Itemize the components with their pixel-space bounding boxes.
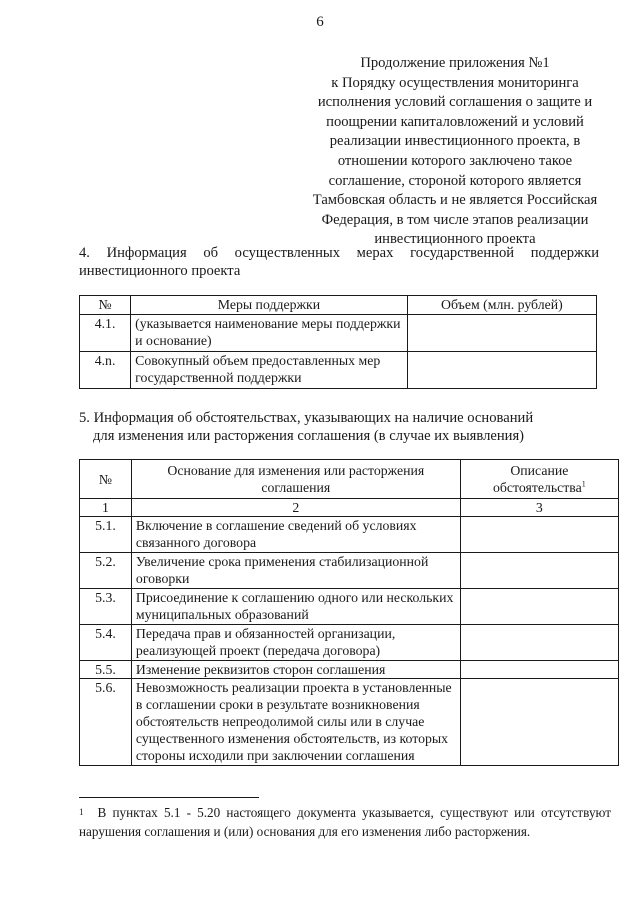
- support-measures-table: [79, 295, 597, 389]
- row-value: [460, 625, 618, 661]
- column-number: 3: [460, 499, 618, 517]
- header-line: Продолжение приложения №1: [360, 55, 550, 71]
- row-value: [460, 679, 618, 766]
- header-line: исполнения условий соглашения о защите и: [317, 94, 593, 111]
- row-number: 5.2.: [80, 553, 132, 589]
- table-header-row: [80, 296, 597, 315]
- section-5-heading-line: для изменения или расторжения соглашения (в случае их выявления): [93, 428, 525, 444]
- table-row: [80, 553, 619, 589]
- row-text: (указывается наименование меры поддержки и основание): [131, 315, 408, 352]
- table-row: [80, 517, 619, 553]
- table-row: [80, 589, 619, 625]
- table-row: [80, 679, 619, 766]
- section-4-heading: [79, 244, 599, 280]
- header-line: Федерация, в том числе этапов реализации: [321, 211, 589, 228]
- column-number: 2: [131, 499, 460, 517]
- column-header-measures: Меры поддержки: [131, 296, 408, 315]
- row-value: [460, 589, 618, 625]
- row-value: [407, 352, 596, 389]
- header-line: Тамбовская область и не является Российская: [312, 192, 598, 209]
- table-row: [80, 661, 619, 679]
- header-line: реализации инвестиционного проекта, в: [329, 133, 581, 150]
- section-5-heading: [79, 409, 619, 445]
- footnote-text: В пунктах 5.1 - 5.20 настоящего документа указывается, существуют или отсутствуют нарушения соглашения и (или) основания для его изменения либо расторжения.: [79, 805, 611, 839]
- row-value: [407, 315, 596, 352]
- footnote: [79, 803, 611, 841]
- appendix-header: [285, 54, 625, 250]
- row-text: Включение в соглашение сведений об условиях связанного договора: [131, 517, 460, 553]
- row-text: Передача прав и обязанностей организации, реализующей проект (передача договора): [131, 625, 460, 661]
- table-row: [80, 625, 619, 661]
- header-line: инвестиционного проекта: [374, 231, 536, 248]
- row-number: 5.5.: [80, 661, 132, 679]
- row-number: 5.3.: [80, 589, 132, 625]
- column-number: 1: [80, 499, 132, 517]
- column-header-description: [460, 460, 618, 499]
- table-row: [80, 315, 597, 352]
- section-4-heading-line: инвестиционного проекта: [79, 263, 241, 279]
- row-number: 5.1.: [80, 517, 132, 553]
- row-text: Увеличение срока применения стабилизационной оговорки: [131, 553, 460, 589]
- header-line: соглашение, стороной которого является: [328, 172, 582, 189]
- row-value: [460, 517, 618, 553]
- row-number: 4.1.: [80, 315, 131, 352]
- header-line: отношении которого заключено такое: [337, 152, 573, 169]
- column-header-number: №: [80, 296, 131, 315]
- table-header-row: [80, 460, 619, 499]
- column-header-basis: Основание для изменения или расторжения соглашения: [131, 460, 460, 499]
- column-header-number: №: [80, 460, 132, 499]
- column-header-volume: Объем (млн. рублей): [407, 296, 596, 315]
- footnote-mark: 1: [79, 807, 84, 817]
- footnote-divider: [79, 797, 259, 798]
- row-value: [460, 661, 618, 679]
- row-text: Совокупный объем предоставленных мер государственной поддержки: [131, 352, 408, 389]
- section-5-heading-line: 5. Информация об обстоятельствах, указывающих на наличие оснований: [79, 410, 534, 426]
- circumstances-table: [79, 459, 619, 766]
- table-row: [80, 352, 597, 389]
- row-number: 5.6.: [80, 679, 132, 766]
- footnote-reference: 1: [581, 479, 586, 489]
- row-value: [460, 553, 618, 589]
- section-4-heading-line: 4. Информация об осуществленных мерах государственной поддержки: [79, 245, 599, 261]
- row-text: Изменение реквизитов сторон соглашения: [131, 661, 460, 679]
- row-text: Присоединение к соглашению одного или нескольких муниципальных образований: [131, 589, 460, 625]
- header-line: поощрении капиталовложений и условий: [326, 113, 584, 130]
- row-text: Невозможность реализации проекта в установленные в соглашении сроки в результате возникновения обстоятельств непреодолимой силы или в случае существенного изменения обстоятельств, из которых стороны исходили при заключении соглашения: [131, 679, 460, 766]
- column-header-description-label: Описание обстоятельства: [492, 463, 582, 495]
- page-number: 6: [316, 14, 324, 30]
- row-number: 4.n.: [80, 352, 131, 389]
- row-number: 5.4.: [80, 625, 132, 661]
- header-line: к Порядку осуществления мониторинга: [331, 74, 579, 91]
- column-number-row: [80, 499, 619, 517]
